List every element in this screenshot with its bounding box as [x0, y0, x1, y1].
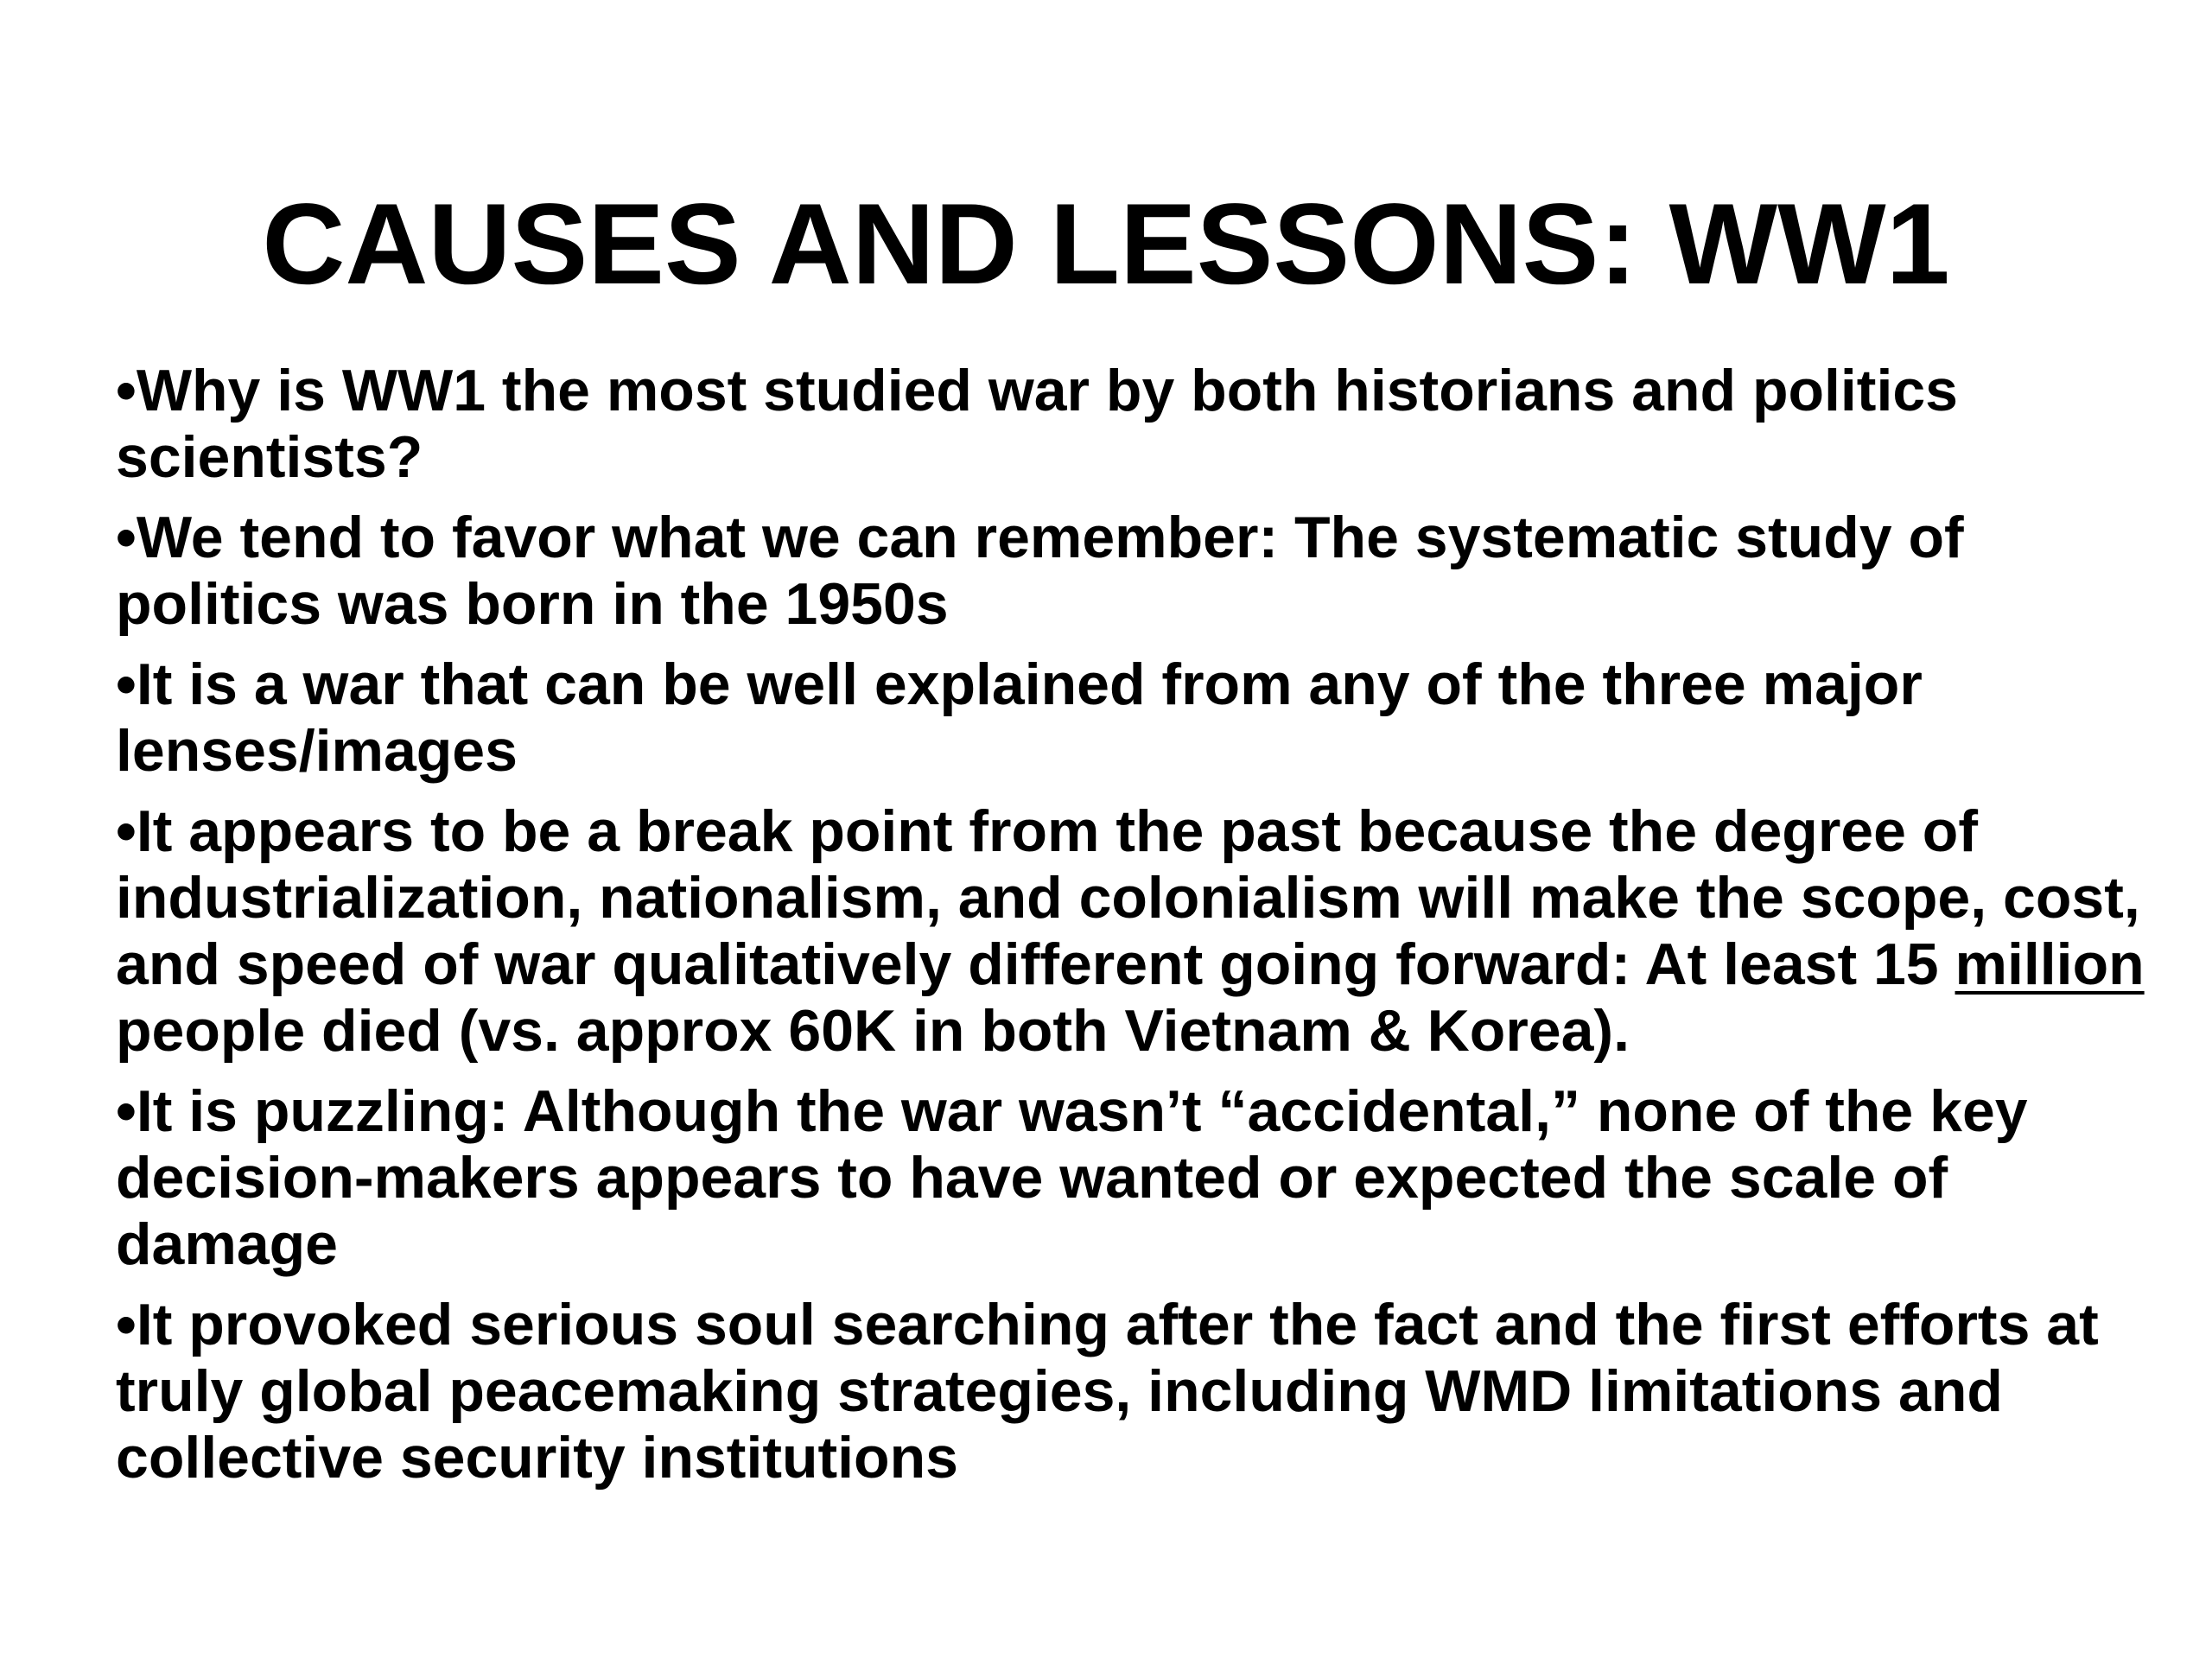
slide-title: CAUSES AND LESSONS: WW1 [262, 181, 1950, 308]
bullet-text: It is puzzling: Although the war wasn’t “accidental,” none of the key decision-makers appears to have wanted or expected the scale of damage [116, 1078, 2028, 1277]
bullet-list [116, 358, 2172, 1505]
bullet-marker: • [116, 505, 137, 570]
bullet-item-2 [116, 505, 2172, 638]
bullet-text-after: people died (vs. approx 60K in both Vietnam & Korea). [116, 998, 1630, 1064]
bullet-marker: • [116, 798, 137, 864]
bullet-marker: • [116, 358, 137, 423]
bullet-text: We tend to favor what we can remember: The systematic study of politics was born in the 1950s [116, 505, 1964, 637]
bullet-item-4 [116, 798, 2172, 1065]
bullet-item-3 [116, 652, 2172, 785]
bullet-item-5 [116, 1078, 2172, 1278]
bullet-item-6 [116, 1292, 2172, 1491]
bullet-item-1 [116, 358, 2172, 491]
bullet-marker: • [116, 1292, 137, 1357]
bullet-text-before: It appears to be a break point from the past because the degree of industrialization, nationalism, and colonialism will make the scope, cost, and speed of war qualitatively different going forward: At least 15 [116, 798, 2140, 997]
bullet-text: Why is WW1 the most studied war by both historians and politics scientists? [116, 358, 1958, 490]
bullet-text: It provoked serious soul searching after the fact and the first efforts at truly global peacemaking strategies, including WMD limitations and collective security institutions [116, 1292, 2099, 1491]
bullet-text-underlined: million [1955, 931, 2145, 997]
bullet-text: It is a war that can be well explained from any of the three major lenses/images [116, 652, 1923, 784]
bullet-marker: • [116, 1078, 137, 1144]
bullet-marker: • [116, 652, 137, 717]
